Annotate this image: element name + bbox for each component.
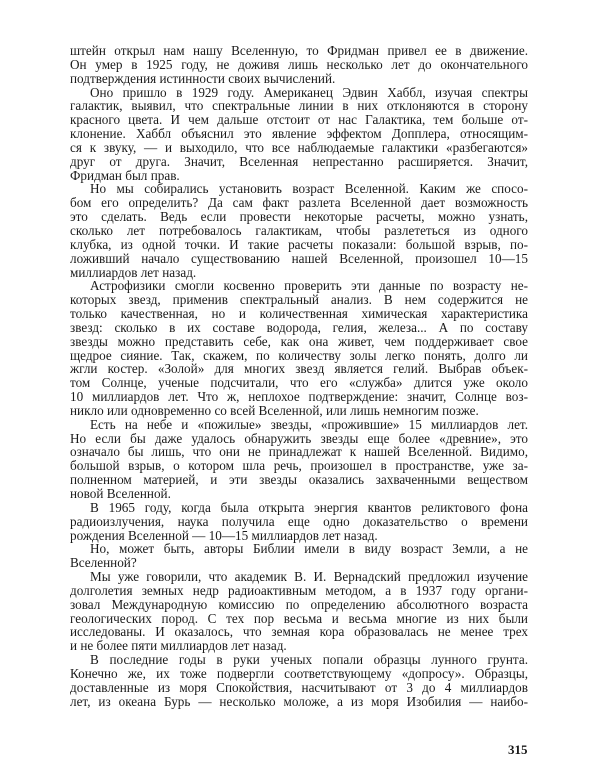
text-line: ложивший начало существованию нашей Вселенной, произошел 10—15 [70,250,528,266]
text-line: звезды можно представить себе, как она живет, чем поддерживает свое [70,333,528,349]
text-line: исследованы. И оказалось, что земная кора образовалась не менее трех [70,624,528,640]
text-line: это сделать. Ведь если провести некоторые расчеты, можно узнать, [70,209,528,225]
text-line: лет, из океана Бурь — несколько моложе, а из моря Изобилия — наибо- [70,693,528,709]
text-line: красного цвета. И чем дальше отстоит от нас Галактика, тем больше от- [70,112,528,128]
text-line: щедрое сияние. Так, скажем, по количеству золы легко понять, долго ли [70,347,528,363]
text-line: и не более пяти миллиардов лет назад. [70,638,287,654]
text-line: Конечно же, их тоже подвергли соответствующему «допросу». Образцы, [70,665,528,681]
text-line: большой взрыв, о котором шла речь, произошел в пространстве, уже за- [70,458,528,474]
text-line: рождения Вселенной — 10—15 миллиардов лет назад. [70,527,378,543]
paragraph [70,44,528,86]
text-line: штейн открыл нам нашу Вселенную, то Фридман привел ее в движение. [70,43,528,58]
text-line: В последние годы в руки ученых попали образцы лунного грунта. [90,652,528,668]
text-line: долголетия земных недр радиоактивным методом, а в 1937 году органи- [70,582,528,598]
text-line: доставленные из моря Спокойствия, насчитывают от 3 до 4 миллиардов [70,679,528,695]
text-line: сколько лет потребовалось галактикам, чтобы разлететься из одного [70,222,528,238]
paragraph [70,279,528,417]
text-line: подтверждения истинности своих вычислений. [70,70,336,86]
paragraph [70,182,528,279]
text-line: означало бы лишь, что они не принадлежат к нашей Вселенной. Видимо, [70,444,528,460]
text-line: Фридман был прав. [70,167,180,183]
text-line: звезд: сколько в их составе водорода, гелия, железа... А по составу [70,319,528,335]
text-line: В 1965 году, когда была открыта энергия квантов реликтового фона [90,499,528,515]
text-line: Оно пришло в 1929 году. Американец Эдвин Хаббл, изучая спектры [90,84,528,100]
text-line: том Солнце, ученые подсчитали, что его «служба» длится уже около [70,375,528,391]
text-line: Астрофизики смогли косвенно проверить эти данные по возрасту не- [90,278,528,294]
text-line: зовал Международную комиссию по определению абсолютного возраста [70,596,528,612]
text-line: Но мы собирались установить возраст Вселенной. Каким же спосо- [90,181,528,197]
paragraph [70,653,528,708]
text-line: Он умер в 1925 году, не доживя лишь несколько лет до окончательного [70,56,528,72]
text-line: друг от друга. Значит, Вселенная непрестанно расширяется. Значит, [70,153,528,169]
text-line: радиоизлучения, наука получила еще одно доказательство о времени [70,513,528,529]
paragraph [70,86,528,183]
text-line: геологических пород. С тех пор весьма и весьма многие из них были [70,610,528,626]
text-line: Вселенной? [70,555,137,571]
text-line: Но, может быть, авторы Библии имели в виду возраст Земли, а не [90,541,528,557]
paragraph [70,418,528,501]
text-line: клонение. Хаббл объяснил это явление эффектом Допплера, относящим- [70,126,528,142]
paragraph [70,570,528,653]
text-line: жгли костер. «Золой» для многих звезд является гелий. Выбрав объек- [70,361,528,377]
text-line: галактик, выявил, что спектральные линии в них отклоняются в сторону [70,98,528,114]
text-line: Есть на небе и «пожилые» звезды, «прожившие» 15 миллиардов лет. [90,416,528,432]
text-line: которых звезд, применив спектральный анализ. В нем содержится не [70,292,528,308]
text-line: бом его определить? Да сам факт разлета Вселенной дает возможность [70,195,528,211]
text-line: ся к звуку, — и выходило, что все наблюдаемые галактики «разбегаются» [70,139,528,155]
text-line: 10 миллиардов лет. Что ж, неплохое подтверждение: значит, Солнце воз- [70,389,528,405]
text-line: новой Вселенной. [70,486,171,501]
text-line: Мы уже говорили, что академик В. И. Вернадский предложил изучение [90,569,528,585]
text-line: только качественная, но и количественная химическая характеристика [70,306,528,322]
text-line: никло или одновременно со всей Вселенной, или лишь немногим позже. [70,402,479,418]
paragraph [70,501,528,543]
text-line: Но если бы даже удалось обнаружить звезды еще более «древние», это [70,430,528,446]
text-line: полненном материей, и эти звезды оказались захваченными веществом [70,472,528,488]
text-line: клубка, из одной точки. И такие расчеты показали: большой взрыв, по- [70,236,528,252]
page-number: 315 [508,742,528,757]
page-body-text [70,44,528,709]
paragraph [70,542,528,570]
text-line: миллиардов лет назад. [70,264,197,280]
